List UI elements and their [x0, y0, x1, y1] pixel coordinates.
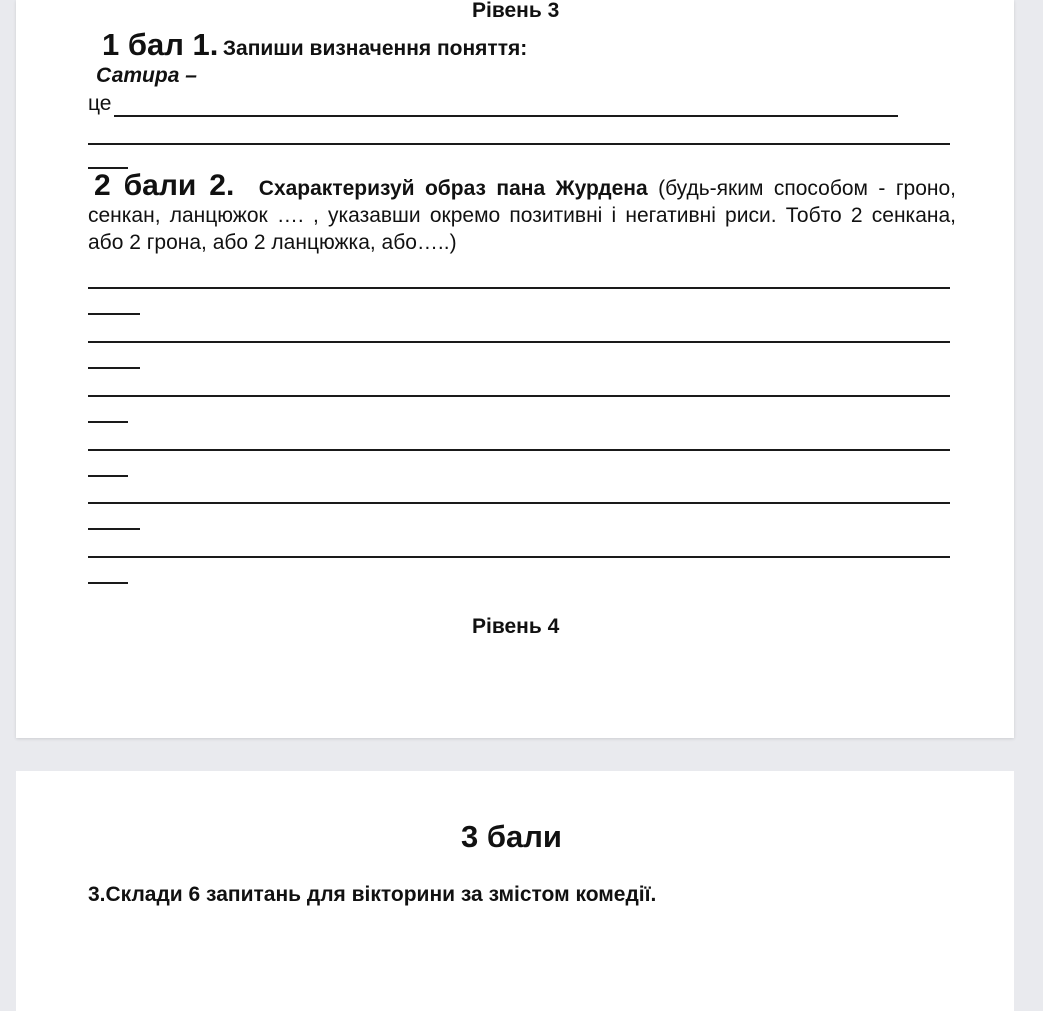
answer-line	[88, 475, 128, 477]
question-2-bold-text: Схарактеризуй образ пана Журдена	[258, 177, 648, 200]
question-2-points: 2 бали 2.	[94, 169, 235, 202]
answer-line	[88, 313, 140, 315]
answer-line	[88, 502, 950, 504]
answer-line	[88, 367, 140, 369]
question-2	[88, 169, 956, 256]
answer-line	[88, 395, 950, 397]
question-1-header	[102, 27, 527, 63]
answer-line	[88, 421, 128, 423]
question-1-points: 1 бал 1.	[102, 27, 219, 62]
question-3-text: 3.Склади 6 запитань для вікторини за змістом комедії.	[88, 883, 657, 906]
document-page-1	[16, 0, 1014, 738]
level-3-title: Рівень 3	[472, 0, 560, 22]
answer-line	[114, 115, 898, 117]
answer-line	[88, 528, 140, 530]
answer-line	[88, 582, 128, 584]
answer-line	[88, 449, 950, 451]
answer-line	[88, 341, 950, 343]
answer-line	[88, 556, 950, 558]
question-2-text: (будь-яким способом - гроно, сенкан, ланцюжок …. , указавши окремо позитивні і негативні риси. Тобто 2 сенкана, або 2 грона, або 2 ланцюжка, або…..)	[88, 177, 956, 254]
definition-prefix: це	[88, 92, 112, 115]
term-satire: Сатира –	[96, 64, 197, 87]
document-page-2	[16, 771, 1014, 1011]
answer-line	[88, 143, 950, 145]
level-4-title: Рівень 4	[472, 615, 560, 638]
answer-line	[88, 287, 950, 289]
points-title: 3 бали	[461, 819, 562, 854]
question-1-text: Запиши визначення поняття:	[222, 37, 528, 60]
